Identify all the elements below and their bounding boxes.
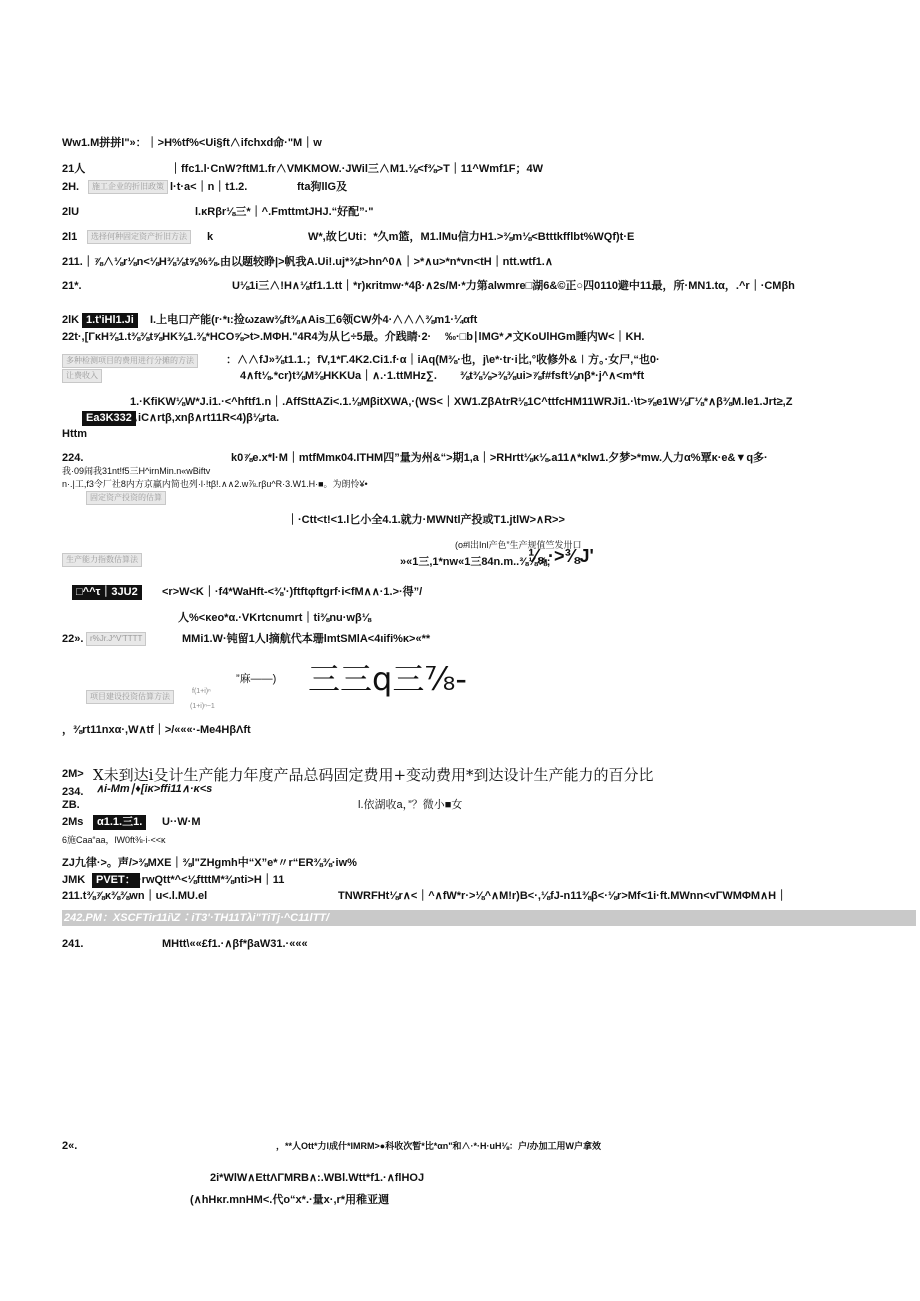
text-line: W*,故匕Uti：*久m篮，M1.lMu信力H1.>⅜m⅛<Btttkfflbt%WQf)t·E	[308, 231, 635, 243]
fraction-numerator: f(1+i)ⁿ	[192, 688, 211, 695]
text-line: 2l1	[62, 231, 78, 243]
text-line: 21*.	[62, 280, 82, 292]
text-line: Httm	[62, 428, 88, 440]
text-line: ⅛.·>⅜J'	[528, 546, 594, 566]
highlight-label: 1.t'iHl1.Ji	[82, 313, 138, 328]
text-line: k0⅞e.x*l·M｜mtfMmκ04.ITHM四”量为州&“>期1,a｜>RHrtt⅛κ⅛.a11∧*κlw1.夕梦>*mw.人力α%覃κ·e&▼q多·	[231, 452, 768, 464]
section-stamp: 施工企业的折旧政策	[88, 180, 168, 194]
text-line: 2H.	[62, 181, 80, 193]
text-line: MMi1.W·钝留1人l摘航代本珊lmtSMlA<4ιifi%κ>«**	[182, 633, 431, 645]
text-line: 2lK	[62, 314, 80, 326]
text-line: 4∧ft⅛.*cr)t⅜M⅜HKKUa｜∧.·1.ttMHz∑.	[240, 370, 437, 382]
text-line: 211.t⅜⅞κ⅜⅜wn｜u<.l.MU.el	[62, 890, 208, 902]
text-line: n·.|工,f3令厂社8内方京赢内简也列·l·!tβ!.∧∧2.w⅞.rβu^R·3.W1.H·■。为朗怜¥•	[62, 479, 368, 489]
text-line: l·t·a<｜n｜t1.2.	[170, 181, 248, 193]
text-line: ZB.	[62, 799, 80, 811]
formula-text: X未到达i殳计生产能力年度产品总码固定费用+变动费用*到达设计生产能力的百分比	[93, 766, 654, 784]
text-line: 6施Caa“aa，lW0ft⅜·i·<<κ	[62, 835, 166, 845]
text-line: 2M>	[62, 768, 84, 780]
section-stamp: 选择何种固定资产折旧方法	[87, 230, 191, 244]
highlight-label: α1.1.三1.	[93, 815, 146, 830]
text-line: ｜·Ctt<t!<1.l匕小全4.1.就力·MWNtl产投或T1.jtlW>∧R>>	[287, 514, 565, 526]
text-line: 2Ms	[62, 816, 84, 828]
text-line: (∧hHκr.mnHM<.代o“x*.·量x·,r*用稚亚週	[190, 1194, 390, 1206]
text-line: fta狗llG及	[297, 181, 348, 193]
text-line: ‰·□b∣lMG*↗文KoUlHGm睡内W<｜KH.	[445, 331, 645, 343]
section-stamp: 多种检测项目的费用进行分摊的方法	[62, 354, 198, 368]
text-line: k	[207, 231, 214, 243]
text-line: »«1三,1*nw«1三84n.m..⅜⅛⅛;	[400, 556, 551, 568]
highlight-label: PVET：	[92, 873, 140, 888]
text-line: ”麻——)	[236, 673, 277, 685]
text-line: 2i*WlW∧EttΛΓMRB∧:.WBl.Wtt*f1.·∧flHOJ	[210, 1172, 425, 1184]
text-line: 234.	[62, 786, 84, 798]
formula-glyphs: 三三q三⅞-	[308, 660, 467, 698]
text-line: ⅜t⅜⅛>⅜⅜ui>⅞f#fsft⅛nβ*·j^∧<m*ft	[460, 370, 645, 382]
text-line: ，**人Ott*力l成什*lMRM>●科收次暂*比*αn"和∧·*·H·uH⅛：户/办加工用W户拿效	[276, 1141, 601, 1151]
highlight-label: Ea3K332	[82, 411, 136, 426]
section-stamp: 生产能力指数估算法	[62, 553, 142, 567]
text-line: 1.·KfiKW⅛W*J.i1.·<^hftf1.n｜.AffSttAZi<.1.⅛MβitXWA,·(WS<｜XW1.ZβAtrR⅛1C^ttfcHM11WRJi1.·\t>⅝e1W⅛Γ⅛*∧β⅜M.le1.Jrt≥,Z	[130, 396, 793, 408]
text-line: U··W·M	[162, 816, 201, 828]
text-line: 人%<κeo*α.·VKrtcnumrt｜ti⅜nu·wβ⅛	[178, 612, 371, 624]
text-line: ZJ九律·>。声/>⅜MXE｜⅜l"ZHgmh中“X”e*〃r“ER⅜⅜·iw%	[62, 857, 357, 869]
text-line: ·rwQtt*^<⅛ftttM*⅜nti>H｜11	[138, 874, 285, 886]
text-line: I.上电口产能(r·*ι:捡ωzaw⅜ft⅜∧Ais工6领CW外4·∧∧∧⅜m1·¼αft	[150, 314, 478, 326]
text-line: <r>W<K｜·f4*WaHft-<⅜'·)ftftφftgrf·i<fM∧∧·1.>·得”/	[162, 586, 423, 598]
text-line: 2«.	[62, 1140, 78, 1152]
text-line: U⅛1i三∧!H∧⅛tf1.1.tt｜*r)κritmw·*4β·∧2s/M·*力第alwmre□湖6&©正○四0110避中11最，所·MN1.tα，.^r｜·CMβh	[232, 280, 795, 292]
text-line: ｜ffc1.l·CnW?ftM1.fr∧VMKMOW.·JWil三∧M1.⅛<f⅜>T｜11^Wmf1F；4W	[170, 163, 544, 175]
text-line: 21人	[62, 163, 86, 175]
text-line: JMK	[62, 874, 86, 886]
text-line: 224.	[62, 452, 84, 464]
section-stamp: 项目建设投资估算方法	[86, 690, 174, 704]
text-line: 241.	[62, 938, 84, 950]
highlighted-row: 242.PM：XSCFTir11i\Z∶iT3'·TH11Tλi"TiTj·^C11lTT/	[62, 910, 916, 926]
text-line: MHtt\««£f1.·∧βf*βaW31.·«««	[162, 938, 308, 950]
text-line: 2lU	[62, 206, 80, 218]
text-line: l.依湖收a，”？微小■女	[358, 799, 463, 811]
text-line: ：∧∧fJ»⅜t1.1.；fV,1*Γ.4K2.Ci1.f·α｜iAq(M⅜·也，j\e*·tr·i比,°收修外&∣方。·女尸,“也0·	[226, 354, 660, 366]
text-line: l.κRβr⅛三*｜^.FmttmtJHJ.“好配”·"	[195, 206, 374, 218]
text-line: 22t·,[ΓκH⅜1.t⅜⅜t⅝HK⅜1.⅜*HCO⅝>t>.MΦH."4R4为从匕÷5最。介践睛·2·	[62, 331, 432, 343]
text-line: ∧iC∧rtβ,xnβ∧rt11R<4)β⅛rta.	[130, 412, 280, 424]
section-stamp: 让费收入	[62, 369, 102, 383]
section-stamp: 固定资产投资的估算	[86, 491, 166, 505]
text-line: Ww1.M拼拼l"»：｜>H%tf%<Ui§ft∧ifchxd命·"M｜w	[62, 137, 322, 149]
fraction-denominator: (1+i)ⁿ−1	[190, 703, 215, 710]
text-line: 我·09闹我31nt!f5三H^irnMin.n«wBiftv	[62, 466, 211, 476]
highlight-label: □^^τ｜3JU2	[72, 585, 142, 600]
text-line: 22».	[62, 633, 84, 645]
text-line: ，⅜rt11nxα·,W∧tf｜>/«««·-Me4HβΛft	[62, 724, 251, 736]
section-stamp: r%Jr.J^V'TTTT	[86, 632, 146, 646]
text-line: (o#l出Inl产色”生产规值竺发卅口	[455, 540, 582, 550]
text-line: ∧i-Mm∣♦[iκ>ffi11∧·κ<s	[96, 783, 213, 795]
text-line: TNWRFHt⅛r∧<｜^∧fW*r·>⅛^∧M!r)B<·,⅛fJ-n11⅜β<·⅛r>Mf<1i·ft.MWnn<vΓWMΦM∧H｜	[338, 890, 788, 902]
text-line: 211.｜⅞∧⅛r⅛n<⅛H⅜⅛t⅝%⅜.由以题较睁|>帆我A.Ui!.uj*⅜t>hn^0∧｜>*∧u>*n*vn<tH｜ntt.wtf1.∧	[62, 256, 553, 268]
